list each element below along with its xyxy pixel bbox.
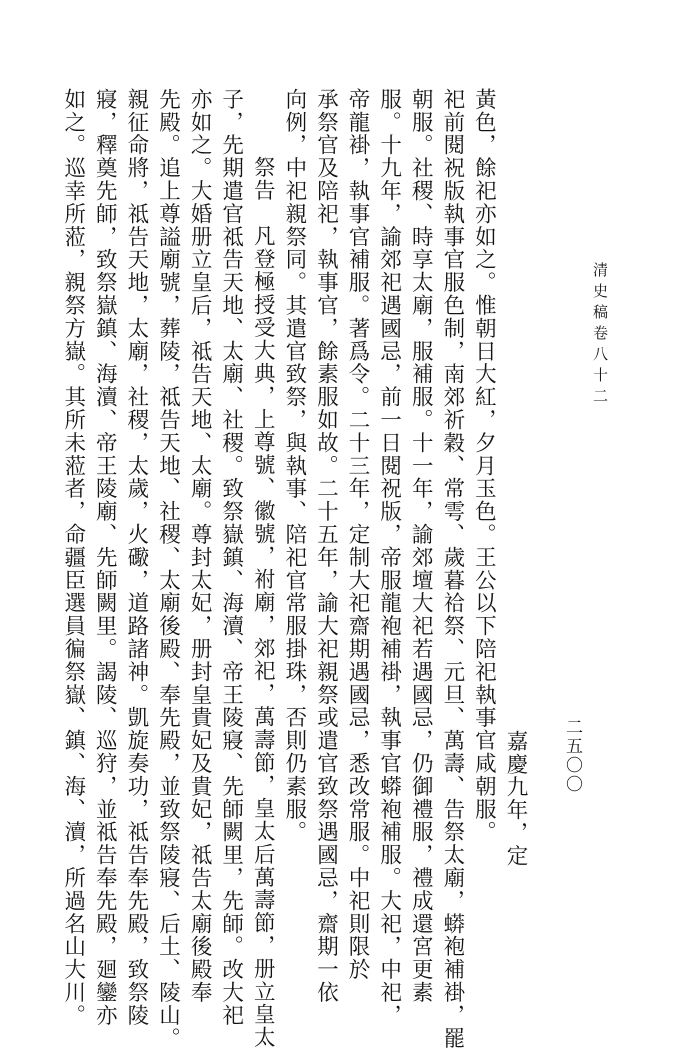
text-column: 黃色，餘祀亦如之。惟朝日大紅，夕月玉色。王公以下陪祀執事官咸朝服。 [471,88,497,844]
text-column: 向例，中祀親祭同。其遣官致祭，與執事、陪祀官常服掛珠，否則仍素服。 [281,88,307,844]
text-column: 亦如之。大婚册立皇后，祗告天地、太廟。尊封太妃，册封皇貴妃及貴妃，祗告太廟後殿奉 [187,88,213,1004]
section-heading-column: 祭告 凡登極授受大典，上尊號、徽號，祔廟，郊祀，萬壽節，皇太后萬壽節，册立皇太 [250,156,276,1050]
text-column: 親征命將，祗告天地，太廟，社稷，太歲，火礮，道路諸神。凱旋奏功，祗告奉先殿，致祭陵 [123,88,149,1027]
text-column: 先殿。追上尊謚廟號，葬陵，祗告天地、社稷、太廟後殿、奉先殿，並致祭陵寢、后土、陵山。 [155,88,181,1050]
text-column: 寢，釋奠先師，致祭嶽鎮、海瀆、帝王陵廟、先師闕里。謁陵、巡狩，並祗告奉先殿，廻鑾亦 [92,88,118,1027]
page-number: 二五〇〇 [562,718,582,794]
running-head: 清史稿卷八十二 [591,262,609,409]
text-column: 朝服。社稷、時享太廟，服補服。十一年，諭郊壇大祀若遇國忌，仍御禮服，禮成還宮更素 [408,88,434,1004]
text-block [60,88,531,1050]
text-column: 承祭官及陪祀，執事官，餘素服如故。二十五年，諭大祀親祭或遣官致祭遇國忌，齋期一依 [313,88,339,1004]
text-column: 服。十九年，諭郊祀遇國忌，前一日閱祝版，帝服龍袍補褂，執事官蟒袍補服。大祀，中祀， [376,88,402,1027]
text-column: 子，先期遣官祗告天地、太廟、社稷。致祭嶽鎮、海瀆、帝王陵寢、先師闕里，先師。改大祀 [218,88,244,1027]
text-column: 嘉慶九年，定 [503,730,528,868]
text-column: 如之。巡幸所蒞，親祭方嶽。其所未蒞者，命疆臣選員徧祭嶽、鎮、海、瀆，所過名山大川。 [60,88,86,1027]
text-column: 帝龍褂，執事官補服。著爲令。二十三年，定制大祀齋期遇國忌，悉改常服。中祀則限於 [345,88,371,982]
text-column: 祀前閱祝版執事官服色制，南郊祈穀、常雩、歲暮祫祭、元旦、萬壽、告祭太廟，蟒袍補褂，罷 [439,88,465,1050]
